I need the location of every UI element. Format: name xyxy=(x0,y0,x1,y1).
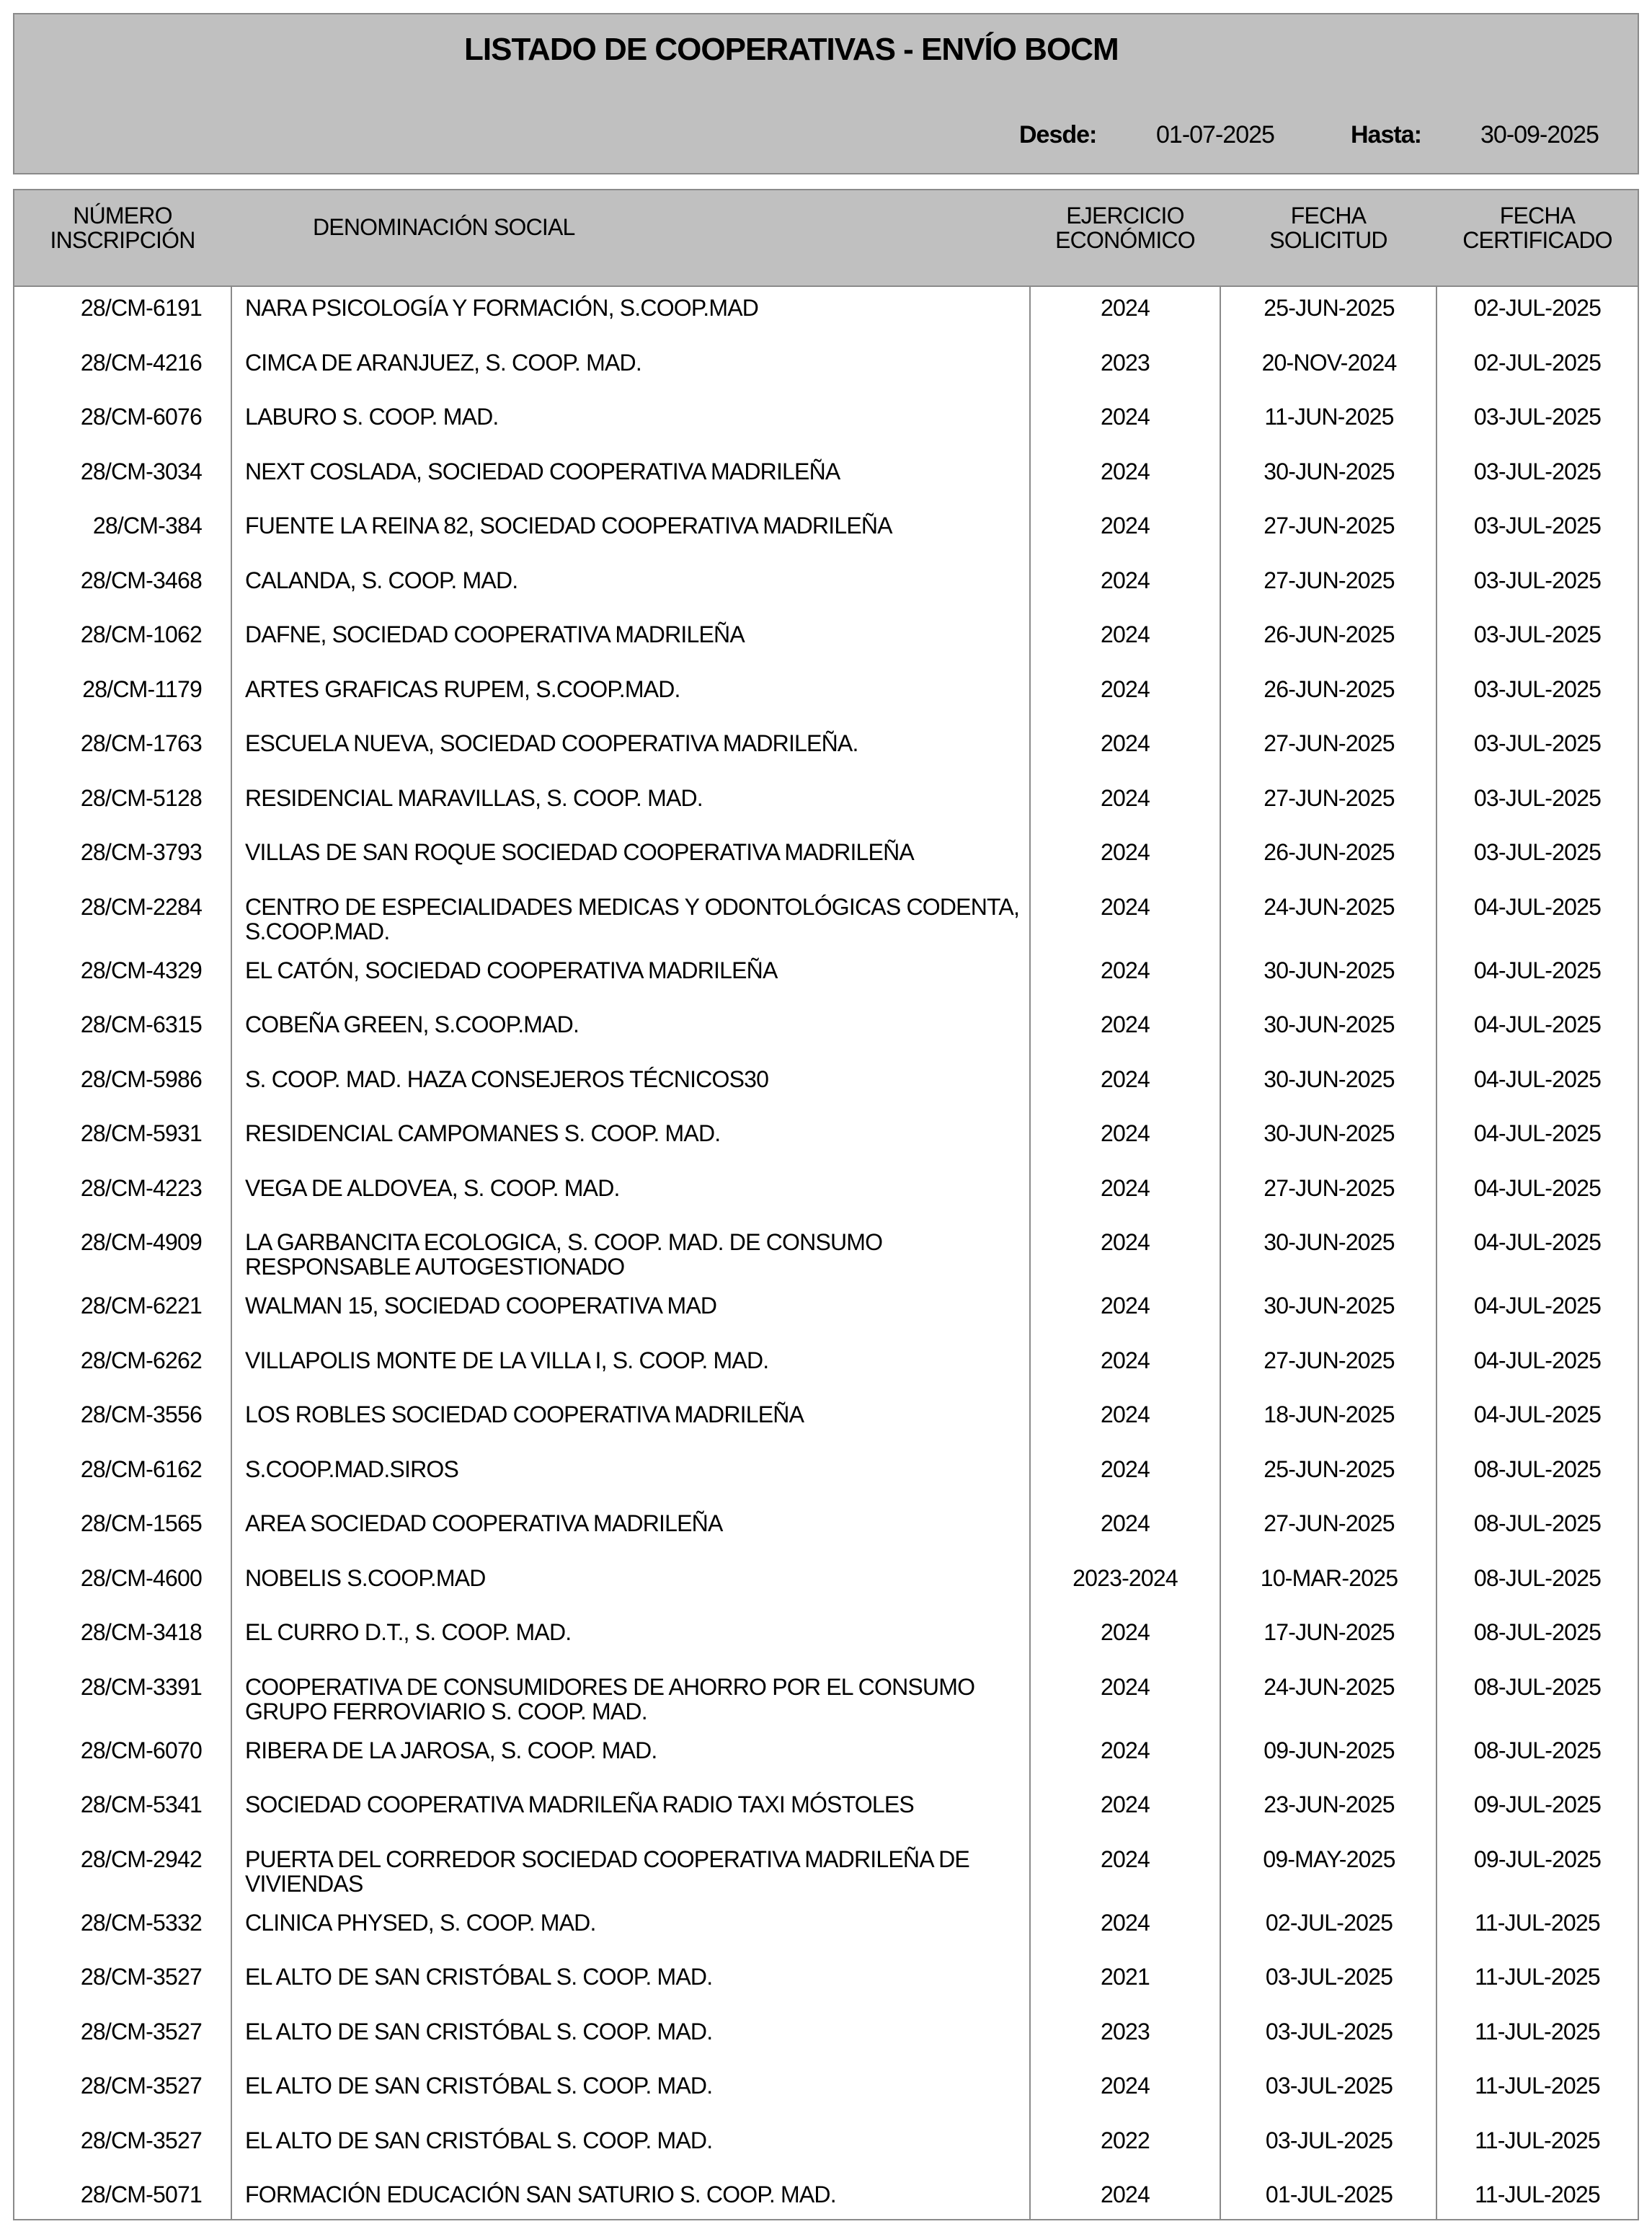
cell-numero-inscripcion: 28/CM-2942 xyxy=(80,1846,202,1872)
cell-denominacion-social: CIMCA DE ARANJUEZ, S. COOP. MAD. xyxy=(245,349,641,376)
cell-fecha-solicitud: 24-JUN-2025 xyxy=(1264,893,1395,920)
cell-fecha-solicitud: 26-JUN-2025 xyxy=(1264,675,1395,702)
cell-numero-inscripcion: 28/CM-5986 xyxy=(80,1066,202,1092)
cell-numero-inscripcion: 28/CM-1565 xyxy=(80,1510,202,1536)
cell-fecha-solicitud: 30-JUN-2025 xyxy=(1264,1293,1395,1319)
cell-fecha-solicitud: 03-JUL-2025 xyxy=(1265,2018,1393,2045)
header-fecha-certificado: FECHA CERTIFICADO xyxy=(1462,203,1612,253)
cell-numero-inscripcion: 28/CM-4600 xyxy=(80,1564,202,1591)
cell-fecha-certificado: 08-JUL-2025 xyxy=(1473,1510,1602,1536)
cell-fecha-solicitud: 10-MAR-2025 xyxy=(1260,1564,1398,1591)
table-row xyxy=(14,1847,1638,1910)
cell-denominacion-social: COBEÑA GREEN, S.COOP.MAD. xyxy=(245,1011,579,1037)
table-row xyxy=(14,1067,1638,1122)
cell-fecha-solicitud: 09-MAY-2025 xyxy=(1263,1846,1395,1872)
cell-ejercicio-economico: 2021 xyxy=(1101,1964,1150,1990)
cell-fecha-certificado: 03-JUL-2025 xyxy=(1473,621,1602,647)
cell-ejercicio-economico: 2024 xyxy=(1101,1846,1150,1872)
cell-numero-inscripcion: 28/CM-6191 xyxy=(80,295,202,321)
cell-ejercicio-economico: 2024 xyxy=(1101,621,1150,647)
header-ejercicio-economico: EJERCICIO ECONÓMICO xyxy=(1055,203,1195,253)
header-numero-inscripcion: NÚMERO INSCRIPCIÓN xyxy=(50,203,195,253)
cell-denominacion-social: RIBERA DE LA JAROSA, S. COOP. MAD. xyxy=(245,1737,657,1763)
cell-fecha-certificado: 04-JUL-2025 xyxy=(1473,1293,1602,1319)
cell-fecha-certificado: 08-JUL-2025 xyxy=(1473,1737,1602,1763)
cell-numero-inscripcion: 28/CM-3527 xyxy=(80,2127,202,2153)
cell-numero-inscripcion: 28/CM-6221 xyxy=(80,1293,202,1319)
table-row xyxy=(14,1566,1638,1621)
cell-fecha-certificado: 04-JUL-2025 xyxy=(1473,1174,1602,1201)
cell-denominacion-social: CALANDA, S. COOP. MAD. xyxy=(245,567,518,593)
cell-denominacion-social: EL ALTO DE SAN CRISTÓBAL S. COOP. MAD. xyxy=(245,2073,713,2099)
cell-fecha-solicitud: 27-JUN-2025 xyxy=(1264,1347,1395,1373)
cell-denominacion-social: FUENTE LA REINA 82, SOCIEDAD COOPERATIVA MADRILEÑA xyxy=(245,513,892,539)
cell-ejercicio-economico: 2024 xyxy=(1101,1510,1150,1536)
table-row xyxy=(14,2073,1638,2128)
table-row xyxy=(14,1620,1638,1675)
cell-fecha-solicitud: 17-JUN-2025 xyxy=(1264,1619,1395,1645)
cell-ejercicio-economico: 2024 xyxy=(1101,513,1150,539)
cell-numero-inscripcion: 28/CM-3527 xyxy=(80,1964,202,1990)
table-row xyxy=(14,1293,1638,1348)
cell-ejercicio-economico: 2024 xyxy=(1101,1347,1150,1373)
cell-fecha-certificado: 03-JUL-2025 xyxy=(1473,839,1602,865)
cell-fecha-solicitud: 30-JUN-2025 xyxy=(1264,1011,1395,1037)
cell-fecha-certificado: 11-JUL-2025 xyxy=(1475,2127,1600,2153)
cell-fecha-solicitud: 02-JUL-2025 xyxy=(1265,1909,1393,1936)
cell-ejercicio-economico: 2024 xyxy=(1101,1909,1150,1936)
cell-numero-inscripcion: 28/CM-3527 xyxy=(80,2018,202,2045)
cell-denominacion-social: COOPERATIVA DE CONSUMIDORES DE AHORRO POR EL CONSUMO GRUPO FERROVIARIO S. COOP. MAD. xyxy=(245,1673,975,1724)
cell-fecha-certificado: 03-JUL-2025 xyxy=(1473,675,1602,702)
cell-fecha-certificado: 11-JUL-2025 xyxy=(1475,1909,1600,1936)
cell-fecha-solicitud: 27-JUN-2025 xyxy=(1264,567,1395,593)
cell-denominacion-social: LA GARBANCITA ECOLOGICA, S. COOP. MAD. DE CONSUMO RESPONSABLE AUTOGESTIONADO xyxy=(245,1229,883,1280)
cell-numero-inscripcion: 28/CM-6162 xyxy=(80,1456,202,1482)
table-row xyxy=(14,1792,1638,1847)
cell-ejercicio-economico: 2024 xyxy=(1101,675,1150,702)
hasta-label: Hasta: xyxy=(1351,121,1421,149)
cell-fecha-certificado: 04-JUL-2025 xyxy=(1473,1401,1602,1427)
cell-fecha-certificado: 04-JUL-2025 xyxy=(1473,1229,1602,1255)
cell-denominacion-social: VEGA DE ALDOVEA, S. COOP. MAD. xyxy=(245,1174,620,1201)
cell-denominacion-social: ARTES GRAFICAS RUPEM, S.COOP.MAD. xyxy=(245,675,680,702)
table-row xyxy=(14,568,1638,623)
cell-ejercicio-economico: 2024 xyxy=(1101,957,1150,983)
table-row xyxy=(14,1012,1638,1067)
cell-denominacion-social: RESIDENCIAL MARAVILLAS, S. COOP. MAD. xyxy=(245,784,703,811)
table-row xyxy=(14,1230,1638,1293)
cell-fecha-solicitud: 09-JUN-2025 xyxy=(1264,1737,1395,1763)
cell-ejercicio-economico: 2024 xyxy=(1101,839,1150,865)
cell-fecha-solicitud: 27-JUN-2025 xyxy=(1264,513,1395,539)
cell-numero-inscripcion: 28/CM-3418 xyxy=(80,1619,202,1645)
cell-numero-inscripcion: 28/CM-3556 xyxy=(80,1401,202,1427)
cell-fecha-solicitud: 30-JUN-2025 xyxy=(1264,1120,1395,1146)
cell-fecha-certificado: 08-JUL-2025 xyxy=(1473,1564,1602,1591)
cell-ejercicio-economico: 2024 xyxy=(1101,404,1150,430)
cell-numero-inscripcion: 28/CM-5332 xyxy=(80,1909,202,1936)
table-row xyxy=(14,1738,1638,1793)
cell-ejercicio-economico: 2024 xyxy=(1101,1120,1150,1146)
table-row xyxy=(14,2019,1638,2074)
cell-denominacion-social: EL ALTO DE SAN CRISTÓBAL S. COOP. MAD. xyxy=(245,2018,713,2045)
cell-ejercicio-economico: 2024 xyxy=(1101,1174,1150,1201)
cell-denominacion-social: EL ALTO DE SAN CRISTÓBAL S. COOP. MAD. xyxy=(245,2127,713,2153)
desde-label: Desde: xyxy=(1019,121,1097,149)
cell-denominacion-social: NEXT COSLADA, SOCIEDAD COOPERATIVA MADRILEÑA xyxy=(245,458,840,484)
cell-numero-inscripcion: 28/CM-2284 xyxy=(80,893,202,920)
cell-denominacion-social: EL CURRO D.T., S. COOP. MAD. xyxy=(245,1619,572,1645)
cell-ejercicio-economico: 2024 xyxy=(1101,295,1150,321)
cell-fecha-certificado: 04-JUL-2025 xyxy=(1473,1120,1602,1146)
cell-ejercicio-economico: 2024 xyxy=(1101,730,1150,756)
cell-numero-inscripcion: 28/CM-5071 xyxy=(80,2181,202,2207)
cell-fecha-certificado: 04-JUL-2025 xyxy=(1473,1011,1602,1037)
cell-ejercicio-economico: 2024 xyxy=(1101,1401,1150,1427)
cell-fecha-certificado: 09-JUL-2025 xyxy=(1473,1791,1602,1817)
cell-numero-inscripcion: 28/CM-4329 xyxy=(80,957,202,983)
cell-ejercicio-economico: 2023 xyxy=(1101,349,1150,376)
cell-fecha-certificado: 04-JUL-2025 xyxy=(1473,957,1602,983)
table-row xyxy=(14,895,1638,958)
cell-ejercicio-economico: 2022 xyxy=(1101,2127,1150,2153)
cell-denominacion-social: RESIDENCIAL CAMPOMANES S. COOP. MAD. xyxy=(245,1120,721,1146)
table-row xyxy=(14,2128,1638,2183)
cell-fecha-certificado: 03-JUL-2025 xyxy=(1473,458,1602,484)
cell-fecha-solicitud: 25-JUN-2025 xyxy=(1264,295,1395,321)
cell-fecha-certificado: 08-JUL-2025 xyxy=(1473,1619,1602,1645)
cell-fecha-certificado: 08-JUL-2025 xyxy=(1473,1673,1602,1700)
cell-numero-inscripcion: 28/CM-384 xyxy=(92,513,202,539)
cell-ejercicio-economico: 2024 xyxy=(1101,1791,1150,1817)
cell-numero-inscripcion: 28/CM-5341 xyxy=(80,1791,202,1817)
cell-denominacion-social: PUERTA DEL CORREDOR SOCIEDAD COOPERATIVA MADRILEÑA DE VIVIENDAS xyxy=(245,1846,969,1897)
table-row xyxy=(14,1964,1638,2019)
cell-fecha-solicitud: 27-JUN-2025 xyxy=(1264,1174,1395,1201)
cell-fecha-solicitud: 03-JUL-2025 xyxy=(1265,2073,1393,2099)
cell-numero-inscripcion: 28/CM-6070 xyxy=(80,1737,202,1763)
cell-ejercicio-economico: 2024 xyxy=(1101,1619,1150,1645)
cell-fecha-solicitud: 30-JUN-2025 xyxy=(1264,458,1395,484)
cell-fecha-solicitud: 30-JUN-2025 xyxy=(1264,1066,1395,1092)
table-row xyxy=(14,786,1638,841)
cell-fecha-solicitud: 26-JUN-2025 xyxy=(1264,621,1395,647)
table-row xyxy=(14,1675,1638,1738)
cell-fecha-certificado: 03-JUL-2025 xyxy=(1473,567,1602,593)
cell-fecha-solicitud: 26-JUN-2025 xyxy=(1264,839,1395,865)
cell-fecha-solicitud: 20-NOV-2024 xyxy=(1261,349,1397,376)
cell-numero-inscripcion: 28/CM-1763 xyxy=(80,730,202,756)
cell-denominacion-social: EL ALTO DE SAN CRISTÓBAL S. COOP. MAD. xyxy=(245,1964,713,1990)
cell-denominacion-social: ESCUELA NUEVA, SOCIEDAD COOPERATIVA MADRILEÑA. xyxy=(245,730,858,756)
cell-denominacion-social: AREA SOCIEDAD COOPERATIVA MADRILEÑA xyxy=(245,1510,723,1536)
cell-ejercicio-economico: 2024 xyxy=(1101,2073,1150,2099)
table-row xyxy=(14,1121,1638,1176)
table-row xyxy=(14,1402,1638,1457)
cell-denominacion-social: VILLAS DE SAN ROQUE SOCIEDAD COOPERATIVA MADRILEÑA xyxy=(245,839,914,865)
cell-fecha-solicitud: 23-JUN-2025 xyxy=(1264,1791,1395,1817)
header-denominacion-social: DENOMINACIÓN SOCIAL xyxy=(313,214,575,240)
desde-value: 01-07-2025 xyxy=(1156,121,1274,149)
table-row xyxy=(14,459,1638,514)
cell-fecha-certificado: 03-JUL-2025 xyxy=(1473,404,1602,430)
cell-denominacion-social: EL CATÓN, SOCIEDAD COOPERATIVA MADRILEÑA xyxy=(245,957,778,983)
cell-fecha-certificado: 11-JUL-2025 xyxy=(1475,2018,1600,2045)
table-row xyxy=(14,296,1638,350)
cell-ejercicio-economico: 2024 xyxy=(1101,2181,1150,2207)
cell-ejercicio-economico: 2024 xyxy=(1101,1011,1150,1037)
cell-denominacion-social: CENTRO DE ESPECIALIDADES MEDICAS Y ODONTOLÓGICAS CODENTA, S.COOP.MAD. xyxy=(245,893,1020,944)
cell-ejercicio-economico: 2023 xyxy=(1101,2018,1150,2045)
cell-fecha-solicitud: 27-JUN-2025 xyxy=(1264,784,1395,811)
cell-numero-inscripcion: 28/CM-6262 xyxy=(80,1347,202,1373)
table-row xyxy=(14,1348,1638,1403)
cell-denominacion-social: FORMACIÓN EDUCACIÓN SAN SATURIO S. COOP. MAD. xyxy=(245,2181,836,2207)
cell-fecha-certificado: 04-JUL-2025 xyxy=(1473,893,1602,920)
cell-fecha-solicitud: 03-JUL-2025 xyxy=(1265,1964,1393,1990)
cell-denominacion-social: VILLAPOLIS MONTE DE LA VILLA I, S. COOP. MAD. xyxy=(245,1347,769,1373)
cell-numero-inscripcion: 28/CM-3034 xyxy=(80,458,202,484)
cell-numero-inscripcion: 28/CM-5931 xyxy=(80,1120,202,1146)
cell-denominacion-social: CLINICA PHYSED, S. COOP. MAD. xyxy=(245,1909,596,1936)
cell-numero-inscripcion: 28/CM-6076 xyxy=(80,404,202,430)
cell-ejercicio-economico: 2024 xyxy=(1101,1456,1150,1482)
cell-denominacion-social: NOBELIS S.COOP.MAD xyxy=(245,1564,486,1591)
cell-fecha-certificado: 03-JUL-2025 xyxy=(1473,730,1602,756)
cell-denominacion-social: SOCIEDAD COOPERATIVA MADRILEÑA RADIO TAXI MÓSTOLES xyxy=(245,1791,914,1817)
cell-denominacion-social: S.COOP.MAD.SIROS xyxy=(245,1456,459,1482)
cell-denominacion-social: LOS ROBLES SOCIEDAD COOPERATIVA MADRILEÑA xyxy=(245,1401,804,1427)
cell-ejercicio-economico: 2024 xyxy=(1101,567,1150,593)
cell-fecha-certificado: 11-JUL-2025 xyxy=(1475,1964,1600,1990)
cell-fecha-solicitud: 30-JUN-2025 xyxy=(1264,957,1395,983)
cell-fecha-solicitud: 27-JUN-2025 xyxy=(1264,1510,1395,1536)
cell-fecha-certificado: 11-JUL-2025 xyxy=(1475,2181,1600,2207)
cell-fecha-certificado: 02-JUL-2025 xyxy=(1473,349,1602,376)
cell-numero-inscripcion: 28/CM-3391 xyxy=(80,1673,202,1700)
cell-ejercicio-economico: 2024 xyxy=(1101,1293,1150,1319)
cell-fecha-solicitud: 11-JUN-2025 xyxy=(1264,404,1394,430)
cell-fecha-solicitud: 01-JUL-2025 xyxy=(1265,2181,1393,2207)
cell-numero-inscripcion: 28/CM-3793 xyxy=(80,839,202,865)
cell-fecha-certificado: 04-JUL-2025 xyxy=(1473,1066,1602,1092)
cell-fecha-solicitud: 30-JUN-2025 xyxy=(1264,1229,1395,1255)
cell-numero-inscripcion: 28/CM-6315 xyxy=(80,1011,202,1037)
table-row xyxy=(14,1910,1638,1965)
table-row xyxy=(14,840,1638,895)
cell-numero-inscripcion: 28/CM-4216 xyxy=(80,349,202,376)
table-row xyxy=(14,958,1638,1013)
cell-fecha-certificado: 08-JUL-2025 xyxy=(1473,1456,1602,1482)
table-header xyxy=(14,190,1638,287)
cell-fecha-certificado: 09-JUL-2025 xyxy=(1473,1846,1602,1872)
cell-ejercicio-economico: 2024 xyxy=(1101,458,1150,484)
cell-fecha-solicitud: 18-JUN-2025 xyxy=(1264,1401,1395,1427)
cell-ejercicio-economico: 2024 xyxy=(1101,893,1150,920)
cell-fecha-solicitud: 27-JUN-2025 xyxy=(1264,730,1395,756)
cell-numero-inscripcion: 28/CM-5128 xyxy=(80,784,202,811)
cell-fecha-certificado: 04-JUL-2025 xyxy=(1473,1347,1602,1373)
hasta-value: 30-09-2025 xyxy=(1480,121,1599,149)
report-header xyxy=(13,13,1639,174)
table-row xyxy=(14,677,1638,732)
table-row xyxy=(14,622,1638,677)
cell-denominacion-social: LABURO S. COOP. MAD. xyxy=(245,404,499,430)
table-row xyxy=(14,350,1638,405)
cell-ejercicio-economico: 2024 xyxy=(1101,1737,1150,1763)
cell-fecha-certificado: 03-JUL-2025 xyxy=(1473,513,1602,539)
cell-ejercicio-economico: 2024 xyxy=(1101,1673,1150,1700)
cell-ejercicio-economico: 2024 xyxy=(1101,1229,1150,1255)
cell-denominacion-social: DAFNE, SOCIEDAD COOPERATIVA MADRILEÑA xyxy=(245,621,745,647)
cell-ejercicio-economico: 2024 xyxy=(1101,1066,1150,1092)
cell-fecha-solicitud: 25-JUN-2025 xyxy=(1264,1456,1395,1482)
cell-ejercicio-economico: 2023-2024 xyxy=(1073,1564,1178,1591)
table-row xyxy=(14,1457,1638,1512)
page-title: LISTADO DE COOPERATIVAS - ENVÍO BOCM xyxy=(464,32,1119,67)
header-fecha-solicitud: FECHA SOLICITUD xyxy=(1269,203,1387,253)
cell-numero-inscripcion: 28/CM-3527 xyxy=(80,2073,202,2099)
cell-numero-inscripcion: 28/CM-4223 xyxy=(80,1174,202,1201)
cell-denominacion-social: S. COOP. MAD. HAZA CONSEJEROS TÉCNICOS30 xyxy=(245,1066,769,1092)
table-row xyxy=(14,1511,1638,1566)
cell-fecha-certificado: 11-JUL-2025 xyxy=(1475,2073,1600,2099)
cell-numero-inscripcion: 28/CM-4909 xyxy=(80,1229,202,1255)
cell-fecha-solicitud: 03-JUL-2025 xyxy=(1265,2127,1393,2153)
cell-fecha-certificado: 02-JUL-2025 xyxy=(1473,295,1602,321)
table-row xyxy=(14,404,1638,459)
cell-numero-inscripcion: 28/CM-1179 xyxy=(82,675,202,702)
cell-numero-inscripcion: 28/CM-3468 xyxy=(80,567,202,593)
cell-ejercicio-economico: 2024 xyxy=(1101,784,1150,811)
cell-fecha-solicitud: 24-JUN-2025 xyxy=(1264,1673,1395,1700)
cooperatives-table xyxy=(13,189,1639,2220)
table-row xyxy=(14,1176,1638,1231)
table-row xyxy=(14,513,1638,568)
cell-numero-inscripcion: 28/CM-1062 xyxy=(80,621,202,647)
table-row xyxy=(14,731,1638,786)
cell-denominacion-social: WALMAN 15, SOCIEDAD COOPERATIVA MAD xyxy=(245,1293,717,1319)
cell-fecha-certificado: 03-JUL-2025 xyxy=(1473,784,1602,811)
table-row xyxy=(14,2182,1638,2237)
cell-denominacion-social: NARA PSICOLOGÍA Y FORMACIÓN, S.COOP.MAD xyxy=(245,295,759,321)
